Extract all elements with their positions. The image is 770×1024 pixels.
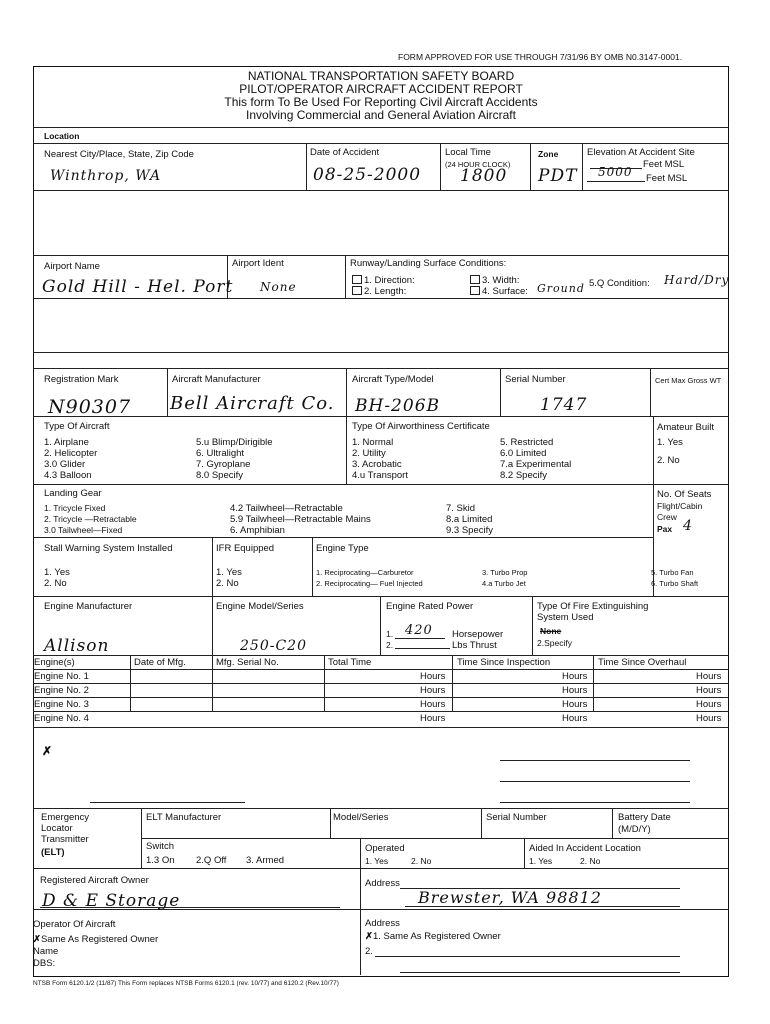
checkmark-icon: ✗: [365, 931, 373, 942]
ifr-label: IFR Equipped: [216, 543, 275, 554]
fill-line: [400, 972, 680, 973]
elt-switch-on[interactable]: 1.3 On: [146, 855, 175, 866]
form-page: [33, 66, 729, 977]
elev-unit-1: Feet MSL: [643, 159, 685, 170]
type-airplane[interactable]: 1. Airplane: [44, 437, 89, 448]
rule: [33, 655, 729, 656]
reg-value[interactable]: N90307: [48, 396, 132, 418]
operator-label: Operator Of Aircraft: [33, 919, 116, 930]
gear-tailwheel-retract[interactable]: 4.2 Tailwheel—Retractable: [230, 503, 343, 514]
form-approval: FORM APPROVED FOR USE THROUGH 7/31/96 BY OMB N0.3147-0001.: [398, 52, 683, 62]
rule: [33, 868, 729, 869]
aw-experimental[interactable]: 7.a Experimental: [500, 459, 572, 470]
rule: [212, 655, 213, 711]
engine-row-2: Engine No. 2: [34, 685, 89, 696]
stall-label: Stall Warning System Installed: [44, 543, 173, 554]
checkmark-icon: ✗: [42, 744, 53, 758]
hours-unit: Hours: [420, 685, 446, 696]
rule: [33, 596, 729, 597]
rule: [312, 537, 313, 596]
checkmark-icon: ✗: [33, 934, 41, 945]
rule: [33, 416, 729, 417]
elt-battery-sub: (M/D/Y): [618, 824, 651, 835]
elt-aid-yes[interactable]: 1. Yes: [529, 856, 553, 866]
rule: [212, 596, 213, 655]
engine-type-turboshaft[interactable]: 6. Turbo Shaft: [651, 579, 699, 588]
mfr-value[interactable]: Bell Aircraft Co.: [170, 393, 335, 414]
rule: [33, 711, 729, 712]
fill-line: [587, 181, 645, 182]
header-title: NATIONAL TRANSPORTATION SAFETY BOARD: [247, 69, 515, 83]
serial-label: Serial Number: [505, 374, 566, 385]
rule: [33, 484, 653, 485]
hours-unit: Hours: [420, 699, 446, 710]
rule: [33, 808, 729, 809]
rule: [141, 838, 729, 839]
seats-crew: Crew: [657, 512, 677, 522]
engine-model-value[interactable]: 250-C20: [240, 638, 307, 654]
header-subtitle: PILOT/OPERATOR AIRCRAFT ACCIDENT REPORT: [239, 82, 523, 96]
elt-battery-label: Battery Date: [618, 812, 671, 823]
gear-tricycle-retract[interactable]: 2. Tricycle —Retractable: [44, 514, 137, 524]
elt-label-3: Transmitter: [41, 834, 89, 845]
type-balloon[interactable]: 4.3 Balloon: [44, 470, 92, 481]
elt-model-label: Model/Series: [333, 812, 389, 823]
amateur-no[interactable]: 2. No: [657, 455, 680, 466]
gross-label: Cert Max Gross WT: [655, 376, 722, 385]
fill-line: [395, 638, 445, 639]
time-sub: (24 HOUR CLOCK): [445, 160, 511, 169]
type-specify[interactable]: 8.0 Specify: [196, 470, 243, 481]
rule: [593, 655, 594, 711]
rule: [360, 868, 361, 975]
rule: [524, 838, 525, 868]
aw-restricted[interactable]: 5. Restricted: [500, 437, 554, 448]
fill-line: [500, 781, 690, 782]
airport-ident-label: Airport Ident: [232, 258, 284, 269]
owner-address-label: Address: [365, 878, 400, 889]
rule: [452, 655, 453, 711]
rule: [653, 484, 729, 485]
gear-skid[interactable]: 7. Skid: [446, 503, 476, 514]
operator-dbs[interactable]: DBS:: [33, 958, 56, 969]
elt-switch-armed[interactable]: 3. Armed: [246, 855, 285, 866]
engine-row-4: Engine No. 4: [34, 713, 89, 724]
elt-op-yes[interactable]: 1. Yes: [365, 856, 389, 866]
rule: [532, 596, 533, 655]
aw-acrobatic[interactable]: 3. Acrobatic: [352, 459, 402, 470]
fill-line: [405, 906, 680, 907]
type-label: Type Of Aircraft: [44, 421, 110, 432]
airport-name-label: Airport Name: [44, 261, 100, 272]
engine-lbs-label: Lbs Thrust: [452, 640, 497, 651]
elt-aided-label: Aided In Accident Location: [529, 843, 641, 854]
reg-label: Registration Mark: [44, 374, 119, 385]
elev-unit-2: Feet MSL: [646, 173, 688, 184]
time-label: Local Time: [445, 147, 491, 158]
fill-line: [500, 802, 690, 803]
fill-line: [90, 802, 245, 803]
rule: [130, 655, 131, 711]
ifr-yes[interactable]: 1. Yes: [216, 567, 242, 578]
th-serial: Mfg. Serial No.: [216, 657, 279, 668]
gear-tailwheel-mains[interactable]: 5.9 Tailwheel—Retractable Mains: [230, 514, 371, 525]
rule: [33, 727, 729, 728]
elt-label-4: (ELT): [41, 847, 65, 858]
rule: [380, 596, 381, 655]
amateur-label: Amateur Built: [657, 422, 715, 433]
rule: [481, 808, 482, 838]
type-helicopter[interactable]: 2. Helicopter: [44, 448, 98, 459]
model-label: Aircraft Type/Model: [352, 374, 434, 385]
operator-name[interactable]: Name: [33, 946, 59, 957]
th-inspection: Time Since Inspection: [457, 657, 551, 668]
gear-amphibian[interactable]: 6. Amphibian: [230, 525, 285, 536]
elev-value[interactable]: 5000: [598, 165, 633, 179]
hours-unit: Hours: [562, 671, 588, 682]
engine-type-turbojet[interactable]: 4.a Turbo Jet: [482, 579, 526, 588]
rule: [33, 697, 729, 698]
rule: [440, 143, 441, 190]
aw-transport[interactable]: 4.u Transport: [352, 470, 408, 481]
hours-unit: Hours: [696, 699, 722, 710]
fill-line: [395, 648, 450, 649]
rule: [306, 143, 307, 190]
rule: [330, 808, 331, 838]
header-line3: This form To Be Used For Reporting Civil Aircraft Accidents: [224, 95, 538, 109]
city-value[interactable]: Winthrop, WA: [50, 168, 162, 184]
rule: [33, 352, 729, 353]
type-gyroplane[interactable]: 7. Gyroplane: [196, 459, 251, 470]
hours-unit: Hours: [562, 699, 588, 710]
airworthiness-label: Type Of Airworthiness Certificate: [352, 421, 490, 432]
engine-power-prefix-2: 2.: [386, 640, 394, 650]
rule: [33, 255, 729, 256]
engine-type-label: Engine Type: [316, 543, 369, 554]
fire-label: Type Of Fire Extinguishing: [537, 601, 649, 612]
hours-unit: Hours: [696, 685, 722, 696]
elt-switch-off[interactable]: 2.Q Off: [196, 855, 227, 866]
time-value[interactable]: 1800: [460, 166, 508, 186]
rule: [33, 683, 729, 684]
type-ultralight[interactable]: 6. Ultralight: [196, 448, 245, 459]
engine-type-turbofan[interactable]: 5. Turbo Fan: [651, 568, 694, 577]
elt-aid-no[interactable]: 2. No: [580, 856, 601, 866]
rule: [167, 368, 168, 416]
elev-label: Elevation At Accident Site: [587, 147, 695, 158]
operator-address-other[interactable]: 2.: [365, 946, 373, 957]
pax-value[interactable]: 4: [683, 518, 693, 534]
hours-unit: Hours: [420, 671, 446, 682]
zone-value[interactable]: PDT: [538, 166, 578, 186]
rule: [33, 127, 729, 128]
owner-address-value[interactable]: Brewster, WA 98812: [418, 888, 602, 907]
elt-op-no[interactable]: 2. No: [411, 856, 432, 866]
hours-unit: Hours: [696, 671, 722, 682]
header-line4: Involving Commercial and General Aviation Aircraft: [246, 108, 516, 122]
owner-label: Registered Aircraft Owner: [40, 875, 149, 886]
type-blimp[interactable]: 5.u Blimp/Dirigible: [196, 437, 273, 448]
engine-power-label: Engine Rated Power: [386, 601, 474, 612]
elt-operated-label: Operated: [365, 843, 405, 854]
engine-row-1: Engine No. 1: [34, 671, 89, 682]
rule: [33, 537, 653, 538]
runway-length[interactable]: 2. Length:: [352, 286, 406, 297]
operator-same[interactable]: ✗Same As Registered Owner: [33, 934, 159, 945]
th-overhaul: Time Since Overhaul: [598, 657, 687, 668]
location-section: Location: [44, 131, 80, 141]
gear-tricycle-fixed[interactable]: 1. Tricycle Fixed: [44, 503, 106, 513]
gear-specify[interactable]: 9.3 Specify: [446, 525, 493, 536]
hours-unit: Hours: [562, 713, 588, 724]
engine-type-carb[interactable]: 1. Reciprocating—Carburetor: [316, 568, 414, 577]
rule: [612, 808, 613, 838]
rule: [500, 368, 501, 416]
fire-none[interactable]: None: [540, 626, 562, 636]
runway-label: Runway/Landing Surface Conditions:: [350, 258, 507, 269]
elt-serial-label: Serial Number: [486, 812, 547, 823]
fill-line: [40, 907, 340, 908]
rule: [33, 669, 729, 670]
elt-switch-label: Switch: [146, 841, 174, 852]
engine-mfr-label: Engine Manufacturer: [44, 601, 133, 612]
elt-label-1: Emergency: [41, 812, 90, 823]
aw-normal[interactable]: 1. Normal: [352, 437, 394, 448]
runway-surface[interactable]: 4. Surface:: [470, 286, 528, 297]
seats-pax: Pax: [657, 524, 673, 534]
rule: [345, 255, 346, 298]
city-label: Nearest City/Place, State, Zip Code: [44, 149, 194, 160]
rule: [582, 143, 583, 190]
hours-unit: Hours: [420, 713, 446, 724]
zone-label: Zone: [538, 149, 559, 159]
rule: [212, 537, 213, 596]
operator-address-same[interactable]: ✗1. Same As Registered Owner: [365, 931, 501, 942]
engine-type-turboprop[interactable]: 3. Turbo Prop: [482, 568, 528, 577]
rule: [33, 143, 729, 144]
hours-unit: Hours: [696, 713, 722, 724]
rule: [33, 298, 729, 299]
rule: [650, 368, 651, 416]
engine-hp-value[interactable]: 420: [405, 623, 433, 638]
runway-width[interactable]: 3. Width:: [470, 275, 520, 286]
th-engines: Engine(s): [34, 657, 75, 668]
aw-limited[interactable]: 6.0 Limited: [500, 448, 547, 459]
engine-model-label: Engine Model/Series: [216, 601, 304, 612]
engine-power-prefix-1: 1.: [386, 629, 394, 639]
owner-value[interactable]: D & E Storage: [42, 891, 181, 911]
rule: [346, 416, 347, 484]
gear-limited[interactable]: 8.a Limited: [446, 514, 493, 525]
th-date: Date of Mfg.: [134, 657, 186, 668]
airport-name-value[interactable]: Gold Hill - Hel. Port: [42, 277, 234, 297]
gear-label: Landing Gear: [44, 488, 102, 499]
footer: NTSB Form 6120.1/2 (11/87) This Form replaces NTSB Forms 6120.1 (rev. 10/77) and 6120.2 (Rev.10/77): [33, 980, 339, 987]
gear-tailwheel-fixed[interactable]: 3.0 Tailwheel—Fixed: [44, 525, 123, 535]
operator-address-label: Address: [365, 918, 400, 929]
serial-value[interactable]: 1747: [540, 395, 588, 415]
fill-line: [500, 760, 690, 761]
elt-mfr-label: ELT Manufacturer: [146, 812, 222, 823]
elt-label-2: Locator: [41, 823, 73, 834]
runway-direction[interactable]: 1. Direction:: [352, 275, 415, 286]
date-value[interactable]: 08-25-2000: [313, 165, 422, 185]
rule: [360, 838, 361, 868]
rule: [324, 655, 325, 711]
fill-line: [375, 956, 680, 957]
engine-type-fuel[interactable]: 2. Reciprocating— Fuel Injected: [316, 579, 423, 588]
rule: [33, 190, 729, 191]
model-value[interactable]: BH-206B: [355, 396, 441, 416]
fire-label-2: System Used: [537, 612, 594, 623]
engine-hp-label: Horsepower: [452, 629, 504, 640]
hours-unit: Hours: [562, 685, 588, 696]
stall-yes[interactable]: 1. Yes: [44, 567, 70, 578]
surface-value[interactable]: Ground: [537, 282, 585, 295]
aw-specify[interactable]: 8.2 Specify: [500, 470, 547, 481]
rule: [346, 368, 347, 416]
seats-flight: Flight/Cabin: [657, 501, 703, 511]
rule: [33, 368, 729, 369]
type-glider[interactable]: 3.0 Glider: [44, 459, 86, 470]
aw-utility[interactable]: 2. Utility: [352, 448, 386, 459]
th-total: Total Time: [328, 657, 372, 668]
amateur-yes[interactable]: 1. Yes: [657, 437, 683, 448]
airport-ident-value[interactable]: None: [260, 280, 297, 294]
rule: [530, 143, 531, 190]
mfr-label: Aircraft Manufacturer: [172, 374, 261, 385]
fire-specify[interactable]: 2.Specify: [537, 638, 572, 648]
engine-row-3: Engine No. 3: [34, 699, 89, 710]
runway-condition: 5.Q Condition:: [589, 278, 650, 289]
seats-label: No. Of Seats: [657, 489, 712, 500]
condition-value[interactable]: Hard/Dry: [664, 273, 730, 287]
stall-no[interactable]: 2. No: [44, 578, 67, 589]
engine-mfr-value[interactable]: Allison: [44, 636, 110, 656]
ifr-no[interactable]: 2. No: [216, 578, 239, 589]
date-label: Date of Accident: [310, 147, 380, 158]
